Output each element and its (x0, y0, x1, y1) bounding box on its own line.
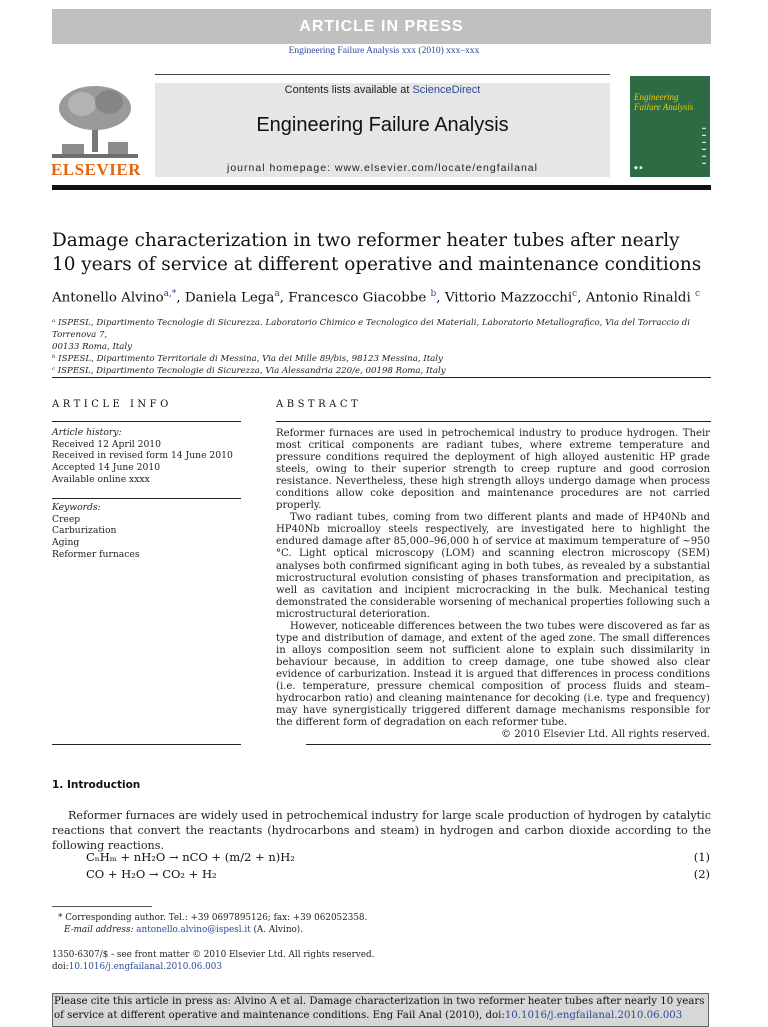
header-divider (155, 74, 610, 75)
author-affiliation-marker[interactable]: a (274, 289, 280, 299)
keywords-label: Keywords: (52, 502, 101, 513)
email-note (52, 924, 724, 936)
abstract-paragraph: Two radiant tubes, coming from two different plants and made of HP40Nb and HP40Nb microalloy steels respectively, are investigated here to highlight the endured damage after 85,000–96,000 h of service at maximum temperature of ~950 °C. Light optical microscopy (LOM) and scanning electron microscopy (SEM) analyses both confirmed significant aging in both tubes, as revealed by a substantial microstructural evolution consisting of phases transformation and precipitation, as well as cavitation and incipient microcracking in the bulk. Mechanical testing demonstrated the considerable worsening of mechanical properties following such a microstructural deterioration. (276, 512, 710, 620)
abstract-heading: ABSTRACT (276, 399, 362, 410)
affiliations (52, 317, 712, 377)
article-info-bottom-rule (52, 744, 241, 745)
doi-link[interactable]: 10.1016/j.engfailanal.2010.06.003 (68, 962, 222, 972)
author-affiliation-marker[interactable]: a,* (163, 289, 177, 299)
author-affiliation-marker[interactable]: b (430, 289, 437, 299)
citation-box (52, 993, 709, 1027)
affiliation-line: 00133 Roma, Italy (52, 342, 133, 352)
contents-line (155, 84, 610, 96)
doi-line (52, 961, 712, 973)
article-in-press-banner: ARTICLE IN PRESS (52, 9, 711, 44)
abstract-paragraph: Reformer furnaces are used in petrochemical industry to produce hydrogen. Their most critical components are radiant tubes, where extreme temperature and pressure conditions required the deployment of high alloyed austenitic HP grade steels, owing to their superior strength to creep rupture and good corrosion resistance. Nevertheless, these high strength alloys undergo damage when process conditions allow coke deposition and maintenance procedures are not carried properly. (276, 428, 710, 512)
title-line-2: 10 years of service at different operative and maintenance conditions (52, 254, 702, 275)
history-entry: Received in revised form 14 June 2010 (52, 450, 233, 462)
footnote-rule (52, 906, 152, 907)
history-entry: Accepted 14 June 2010 (52, 462, 161, 474)
journal-citation: Engineering Failure Analysis xxx (2010) xxx–xxx (288, 46, 480, 56)
author-name: Francesco Giacobbe (288, 290, 427, 306)
contents-prefix: Contents lists available at (284, 84, 413, 96)
article-info-heading: ARTICLE INFO (52, 399, 172, 410)
author-name: Vittorio Mazzocchi (444, 290, 573, 306)
author-name: Daniela Lega (184, 290, 275, 306)
author-name: Antonio Rinaldi (585, 290, 691, 306)
affiliation-line: ᶜ ISPESL, Dipartimento Tecnologie di Sicurezza, Via Alessandria 220/e, 00198 Roma, Italy (52, 366, 446, 376)
section-divider (52, 377, 711, 378)
citation-text: Please cite this article in press as: Alvino A et al. Damage characterization in two reformer heater tubes after nearly 10 years of service at different operative and maintenance conditions. Eng Fail Anal (2010), doi: (54, 996, 705, 1021)
keyword: Reformer furnaces (52, 548, 140, 560)
cover-publisher-mark-icon: ◆ ■ (634, 165, 643, 171)
cover-title: Engineering Failure Analysis (634, 92, 694, 112)
affiliation-line: ᵃ ISPESL, Dipartimento Tecnologie di Sicurezza. Laboratorio Chimico e Tecnologico dei Materiali, Laboratorio Metallografico, Via del Torraccio di Torrenova 7, (52, 318, 690, 340)
keywords (52, 502, 242, 561)
author-affiliation-marker[interactable]: c (572, 289, 578, 299)
equation-number-2: (2) (693, 867, 710, 881)
email-link[interactable]: antonello.alvino@ispesl.it (136, 925, 251, 935)
cover-decoration: ▬ ▬ ▬ ▬ ▬ ▬ (702, 125, 706, 165)
sciencedirect-link[interactable]: ScienceDirect (412, 84, 481, 96)
abstract-rule (276, 421, 711, 422)
abstract-body (276, 428, 710, 741)
history-entry: Available online xxxx (52, 473, 150, 485)
abstract-paragraph: However, noticeable differences between the two tubes were discovered as far as type and distribution of damage, and extent of the aged zone. The small differences in alloys composition seem not sufficient alone to explain such dissimilarity in behaviour because, in addition to creep damage, one tube showed also clear evidence of carburization. Instead it is argued that differences in process conditions (i.e. temperature, pressure chemical composition of process fluids and steam–hydrocarbon ratio) and cleaning maintenance for decoking (i.e. type and frequency) may have synergistically triggered different damage mechanisms responsible for the different form of degradation on each reformer tube. (276, 620, 710, 729)
keyword: Carburization (52, 525, 117, 537)
email-label: E-mail address: (64, 925, 137, 935)
abstract-copyright: © 2010 Elsevier Ltd. All rights reserved. (500, 729, 710, 741)
introduction-paragraph: Reformer furnaces are widely used in petrochemical industry for large scale production of hydrogen by catalytic reactions that convert the reactants (hydrocarbons and steam) in hydrogen and carbon dioxide according to the following reactions. (52, 809, 711, 852)
elsevier-wordmark: ELSEVIER (51, 160, 141, 179)
equation-number-1: (1) (693, 850, 710, 864)
author-list: Antonello Alvino$^{a,*}$, Daniela Lega$^a$, Francesco Giacobbe $^b$, Vittorio Mazzocchi$^c$, Antonio Rinaldi $^c$ (52, 289, 701, 306)
journal-title: Engineering Failure Analysis (256, 114, 509, 136)
abstract-bottom-rule (306, 744, 711, 745)
article-history (52, 427, 242, 486)
title-line-1: Damage characterization in two reformer heater tubes after nearly (52, 230, 680, 251)
keywords-rule (52, 498, 241, 499)
email-suffix: (A. Alvino). (250, 925, 304, 935)
introduction-heading: 1. Introduction (52, 779, 141, 791)
keyword: Aging (52, 537, 80, 549)
equation-1: CₙHₘ + nH₂O → nCO + (m/2 + n)H₂ (86, 850, 295, 864)
author-affiliation-marker[interactable]: c (695, 289, 701, 299)
corresponding-author-note: * Corresponding author. Tel.: +39 0697895126; fax: +39 062052358. (58, 913, 368, 923)
doi-prefix: doi: (52, 962, 69, 972)
keyword: Creep (52, 513, 81, 525)
affiliation-line: ᵇ ISPESL, Dipartimento Territoriale di Messina, Via dei Mille 89/bis, 98123 Messina, Italy (52, 354, 443, 364)
article-info-rule (52, 421, 241, 422)
history-entry: Received 12 April 2010 (52, 438, 162, 450)
equation-2: CO + H₂O → CO₂ + H₂ (86, 867, 217, 881)
citation-doi-link[interactable]: 10.1016/j.engfailanal.2010.06.003 (504, 1010, 683, 1021)
issn-line: 1350-6307/$ - see front matter © 2010 Elsevier Ltd. All rights reserved. (52, 950, 375, 960)
article-title (52, 229, 732, 277)
author-name: Antonello Alvino (52, 290, 164, 306)
elsevier-tree-logo (52, 82, 138, 160)
journal-homepage[interactable]: journal homepage: www.elsevier.com/locate/engfailanal (227, 162, 538, 174)
header-thick-rule (52, 185, 711, 190)
history-label: Article history: (52, 427, 122, 438)
